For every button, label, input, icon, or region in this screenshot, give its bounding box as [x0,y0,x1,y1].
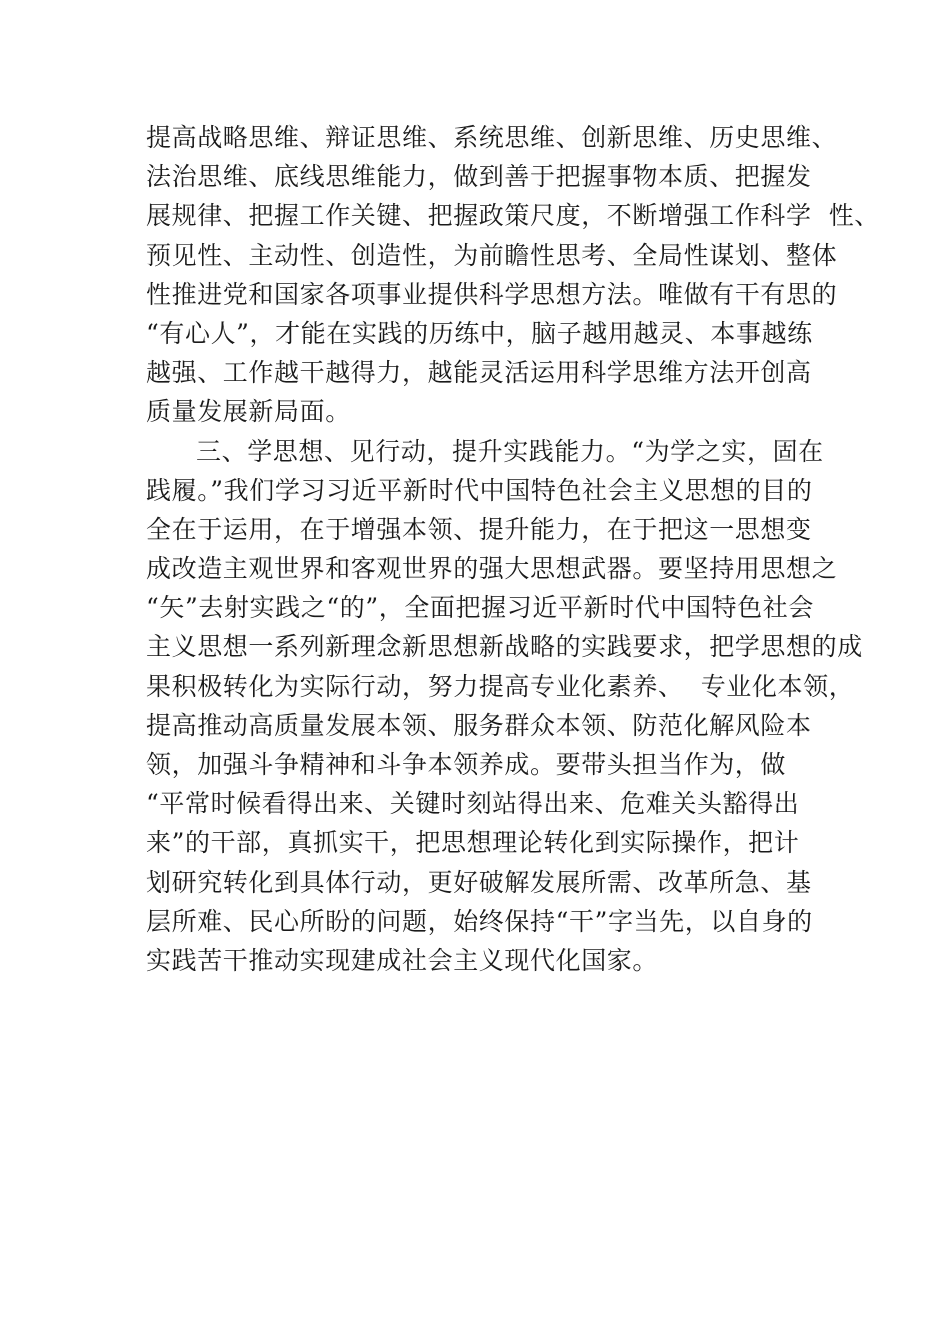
text-line: “有心人”，才能在实践的历练中，脑子越用越灵、本事越练 [146,318,813,348]
text-line: 法治思维、底线思维能力，做到善于把握事物本质、把握发 [146,162,812,192]
text-line: 预见性、主动性、创造性，为前瞻性思考、全局性谋划、整体 [146,240,838,270]
text-line: 提高战略思维、辩证思维、系统思维、创新思维、历史思维、 [146,123,838,152]
section-heading-line: 三、学思想、见行动，提升实践能力。“为学之实，固在 [196,436,824,466]
text-line: “矢”去射实践之“的”，全面把握习近平新时代中国特色社会 [146,593,814,623]
text-line: 果积极转化为实际行动，努力提高专业化素养、 专业化本领， [146,671,855,701]
text-line: 来”的干部，真抓实干，把思想理论转化到实际操作，把计 [146,828,800,858]
body-text [146,118,880,980]
text-line: 性推进党和国家各项事业提供科学思想方法。唯做有干有思的 [146,279,838,309]
text-line: 展规律、把握工作关键、把握政策尺度，不断增强工作科学 性、 [146,201,880,231]
text-line: 质量发展新局面。 [146,397,351,427]
text-line: 全在于运用，在于增强本领、提升能力，在于把这一思想变 [146,514,812,544]
text-line: 成改造主观世界和客观世界的强大思想武器。要坚持用思想之 [146,554,838,584]
text-line: 主义思想一系列新理念新思想新战略的实践要求，把学思想的成 [146,632,863,662]
text-line: 领，加强斗争精神和斗争本领养成。要带头担当作为，做 [146,750,787,779]
text-line: 划研究转化到具体行动，更好破解发展所需、改革所急、基 [146,867,812,897]
text-line: “平常时候看得出来、关键时刻站得出来、危难关头豁得出 [146,789,800,819]
text-line: 提高推动高质量发展本领、服务群众本领、防范化解风险本 [146,710,812,740]
text-line: 实践苦干推动实现建成社会主义现代化国家。 [146,945,659,975]
text-line: 践履。”我们学习习近平新时代中国特色社会主义思想的目的 [146,475,813,505]
text-line: 层所难、民心所盼的问题，始终保持“干”字当先，以自身的 [146,906,813,936]
text-line: 越强、工作越干越得力，越能灵活运用科学思维方法开创高 [146,358,812,388]
